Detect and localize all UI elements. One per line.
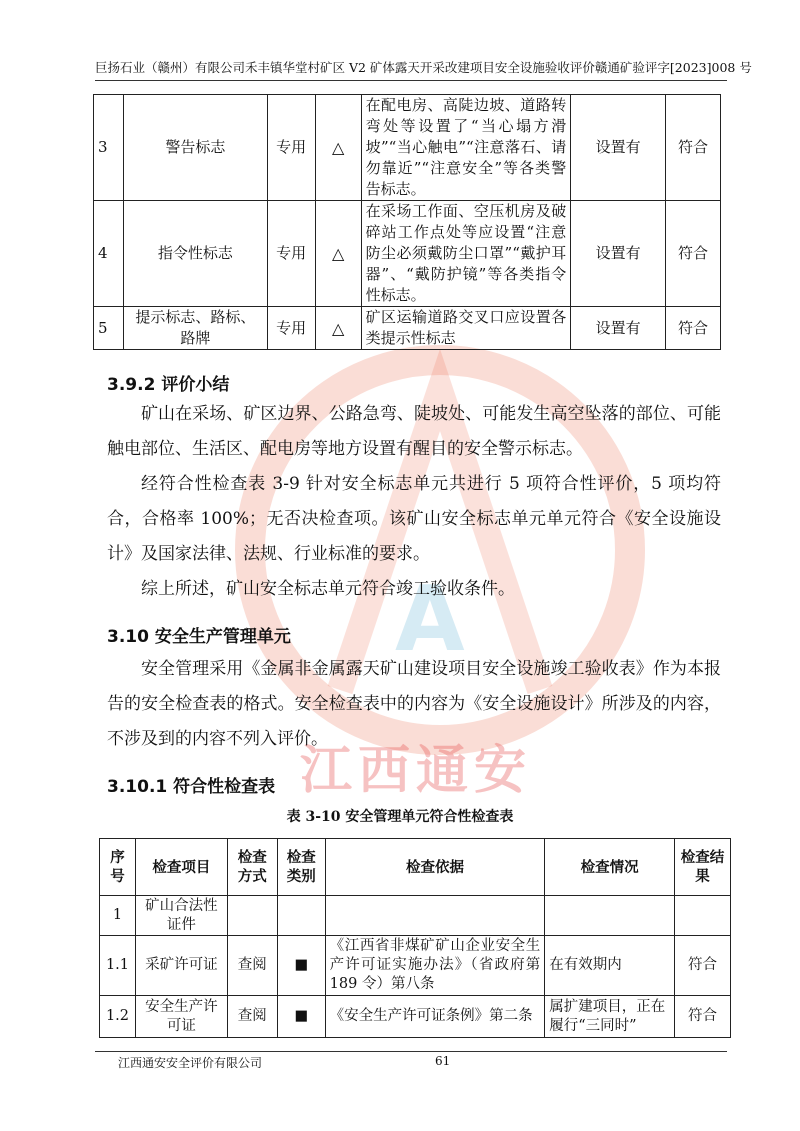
table-row (100, 896, 731, 936)
row-category: ■ (277, 936, 325, 996)
row-basis: 在采场工作面、空压机房及破碎站工作点处等应设置“注意防尘必须戴防尘口罩”“戴护耳器”、“戴防护镜”等各类指令性标志。 (361, 201, 571, 307)
row-status: 属扩建项目，正在履行“三同时” (545, 996, 675, 1038)
row-status: 设置有 (571, 95, 666, 201)
row-method: 专用 (267, 201, 315, 307)
row-status: 在有效期内 (545, 936, 675, 996)
table-row (100, 996, 731, 1038)
section-heading-3-10: 3.10 安全生产管理单元 (107, 627, 291, 647)
row-item: 采矿许可证 (135, 936, 227, 996)
row-symbol: △ (315, 307, 361, 350)
row-item: 矿山合法性证件 (135, 896, 227, 936)
watermark-text: 江西通安 (300, 741, 533, 801)
row-result (675, 896, 731, 936)
row-item: 提示标志、路标、路牌 (123, 307, 267, 350)
row-basis: 矿区运输道路交叉口应设置各类提示性标志 (361, 307, 571, 350)
table-row (94, 201, 721, 307)
row-basis: 在配电房、高陡边坡、道路转弯处等设置了“当心塌方滑坡”“当心触电”“注意落石、请勿靠近”“注意安全”等各类警告标志。 (361, 95, 571, 201)
row-basis (325, 896, 545, 936)
header-status: 检查情况 (545, 839, 675, 896)
header-category: 检查类别 (277, 839, 325, 896)
row-no: 1 (100, 896, 136, 936)
row-result: 符合 (675, 996, 731, 1038)
section-heading-3-10-1: 3.10.1 符合性检查表 (107, 777, 276, 797)
table-row (94, 95, 721, 201)
row-status: 设置有 (571, 307, 666, 350)
section-heading-3-9-2: 3.9.2 评价小结 (107, 375, 230, 395)
row-method: 专用 (267, 307, 315, 350)
table-row (100, 936, 731, 996)
row-item: 安全生产许可证 (135, 996, 227, 1038)
section-3-10-body (107, 652, 721, 757)
row-no: 4 (94, 201, 124, 307)
row-category (277, 896, 325, 936)
section-3-9-2-body (107, 397, 721, 607)
table-row (94, 307, 721, 350)
row-item: 警告标志 (123, 95, 267, 201)
page-header: 巨扬石业（赣州）有限公司禾丰镇华堂村矿区 V2 矿体露天开采改建项目安全设施验收评价赣通矿验评字[2023]008 号 (95, 60, 752, 75)
table-caption: 表 3-10 安全管理单元符合性检查表 (286, 809, 514, 825)
svg-text:A: A (395, 567, 465, 672)
row-result: 符合 (666, 307, 721, 350)
row-method: 专用 (267, 95, 315, 201)
row-result: 符合 (666, 201, 721, 307)
header-divider (95, 80, 727, 81)
row-item: 指令性标志 (123, 201, 267, 307)
header-basis: 检查依据 (325, 839, 545, 896)
paragraph: 经符合性检查表 3-9 针对安全标志单元共进行 5 项符合性评价，5 项均符合，合格率 100%；无否决检查项。该矿山安全标志单元单元符合《安全设施设计》及国家法律、法规、行业标准的要求。 (107, 474, 721, 564)
table-header-row (100, 839, 731, 896)
header-method: 检查方式 (227, 839, 277, 896)
row-result: 符合 (666, 95, 721, 201)
row-symbol: △ (315, 95, 361, 201)
row-no: 5 (94, 307, 124, 350)
sign-check-table-continued (93, 94, 721, 350)
paragraph: 综上所述，矿山安全标志单元符合竣工验收条件。 (141, 579, 515, 599)
row-method: 查阅 (227, 996, 277, 1038)
row-method (227, 896, 277, 936)
management-check-table (99, 838, 731, 1038)
row-no: 1.1 (100, 936, 136, 996)
page-number: 61 (435, 1054, 451, 1068)
row-status (545, 896, 675, 936)
row-symbol: △ (315, 201, 361, 307)
row-status: 设置有 (571, 201, 666, 307)
row-method: 查阅 (227, 936, 277, 996)
row-no: 1.2 (100, 996, 136, 1038)
header-item: 检查项目 (135, 839, 227, 896)
row-basis: 《江西省非煤矿矿山企业安全生产许可证实施办法》（省政府第 189 令）第八条 (325, 936, 545, 996)
row-no: 3 (94, 95, 124, 201)
paragraph: 安全管理采用《金属非金属露天矿山建设项目安全设施竣工验收表》作为本报告的安全检查表的格式。安全检查表中的内容为《安全设施设计》所涉及的内容，不涉及到的内容不列入评价。 (107, 659, 721, 749)
header-no: 序号 (100, 839, 136, 896)
row-result: 符合 (675, 936, 731, 996)
footer-divider (95, 1051, 727, 1052)
row-category: ■ (277, 996, 325, 1038)
row-basis: 《安全生产许可证条例》第二条 (325, 996, 545, 1038)
footer-company: 江西通安安全评价有限公司 (118, 1056, 263, 1070)
header-result: 检查结果 (675, 839, 731, 896)
paragraph: 矿山在采场、矿区边界、公路急弯、陡坡处、可能发生高空坠落的部位、可能触电部位、生活区、配电房等地方设置有醒目的安全警示标志。 (107, 404, 721, 459)
